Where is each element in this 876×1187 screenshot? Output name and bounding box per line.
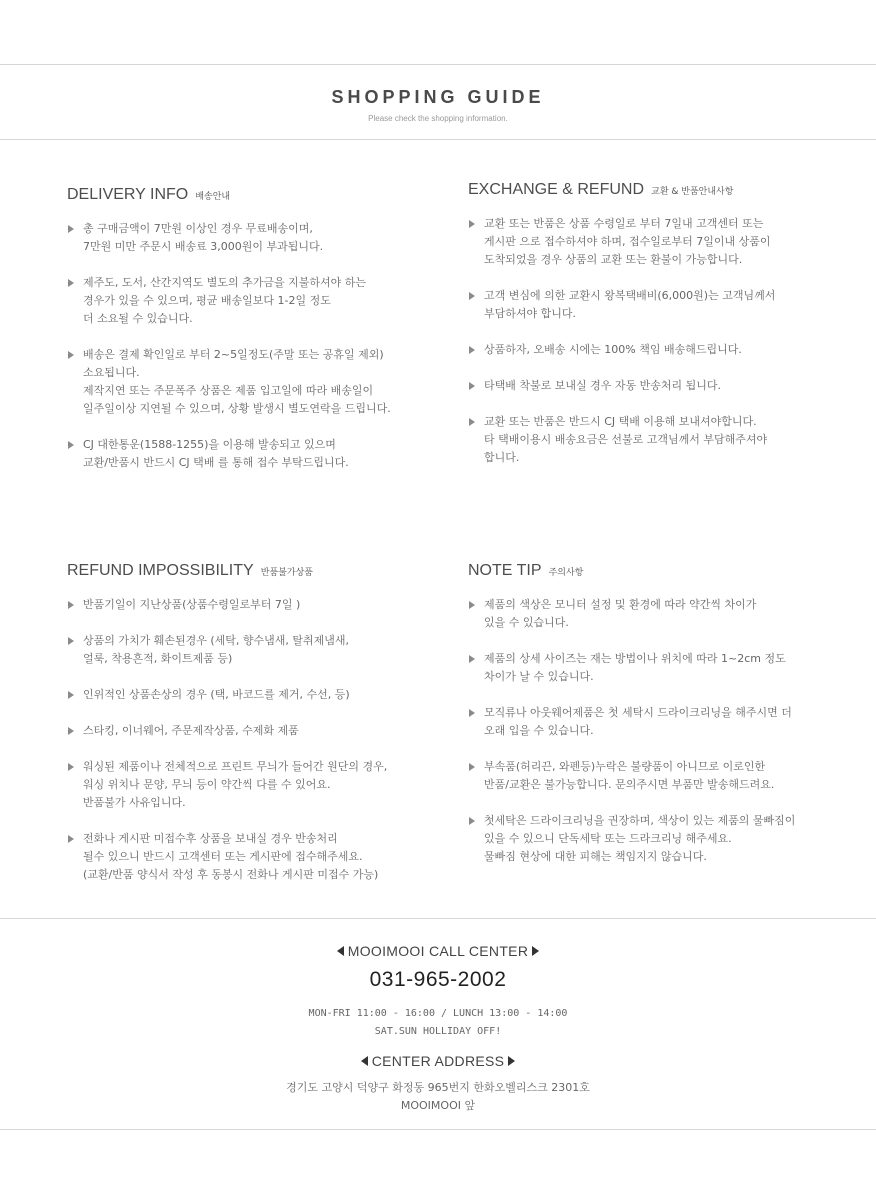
list-item-line: 도착되었을 경우 상품의 교환 또는 환불이 가능합니다. xyxy=(484,253,743,266)
list-item-line: 첫세탁은 드라이크리닝을 권장하며, 색상이 있는 제품의 물빠짐이 xyxy=(484,814,796,827)
section-heading xyxy=(67,560,457,580)
list-item-line: 교환/반품시 반드시 CJ 택배 를 통해 접수 부탁드립니다. xyxy=(83,456,349,469)
center-address-heading xyxy=(0,1053,876,1069)
list-item xyxy=(67,346,457,418)
list-item-line: 합니다. xyxy=(484,451,520,464)
arrow-right-icon xyxy=(508,1056,515,1066)
list-item-line: 교환 또는 반품은 상품 수령일로 부터 7일내 고객센터 또는 xyxy=(484,217,764,230)
arrow-right-icon xyxy=(532,946,539,956)
list-item-line: 고객 변심에 의한 교환시 왕복택배비(6,000원)는 고객님께서 xyxy=(484,289,776,302)
list-item-line: 모직류나 아웃웨어제품은 첫 세탁시 드라이크리닝을 해주시면 더 xyxy=(484,706,792,719)
list-item-line: 워싱 위치나 문양, 무늬 등이 약간씩 다를 수 있어요. xyxy=(83,778,331,791)
list-item-line: 타 택배이용시 배송요금은 선불로 고객님께서 부담해주셔야 xyxy=(484,433,768,446)
section-title: NOTE TIP xyxy=(468,562,542,579)
delivery-info-section xyxy=(67,184,457,472)
list-item xyxy=(468,758,858,794)
refund-impossibility-section xyxy=(67,560,457,884)
address-line-2: MOOIMOOI 앞 xyxy=(400,1099,476,1112)
list-item xyxy=(67,722,457,740)
list-item-line: 제작지연 또는 주문폭주 상품은 제품 입고일에 따라 배송일이 xyxy=(83,384,374,397)
note-list xyxy=(468,596,858,866)
top-divider xyxy=(0,64,876,65)
call-center-heading xyxy=(0,943,876,959)
list-item-line: 오래 입을 수 있습니다. xyxy=(484,724,594,737)
list-item-line: 될수 있으니 반드시 고객센터 또는 게시판에 접수해주세요. xyxy=(83,850,363,863)
list-item xyxy=(468,812,858,866)
exchange-list xyxy=(468,215,858,467)
address-line-1: 경기도 고양시 덕양구 화정동 965번지 한화오벨리스크 2301호 xyxy=(286,1081,590,1094)
list-item-line: 있을 수 있으니 단독세탁 또는 드라크리닝 해주세요. xyxy=(484,832,732,845)
list-item-line: 있을 수 있습니다. xyxy=(484,616,569,629)
header-divider xyxy=(0,139,876,140)
section-heading xyxy=(468,179,858,199)
list-item xyxy=(468,413,858,467)
list-item-line: 부담하셔야 합니다. xyxy=(484,307,577,320)
arrow-left-icon xyxy=(337,946,344,956)
list-item-line: 제주도, 도서, 산간지역도 별도의 추가금을 지불하셔야 하는 xyxy=(83,276,366,289)
list-item xyxy=(67,632,457,668)
call-center-hours: MON-FRI 11:00 - 16:00 / LUNCH 13:00 - 14:00 xyxy=(308,1008,568,1019)
list-item-line: 제품의 색상은 모니터 설정 및 환경에 따라 약간씩 차이가 xyxy=(484,598,757,611)
list-item xyxy=(468,596,858,632)
list-item xyxy=(67,830,457,884)
list-item xyxy=(67,596,457,614)
call-center-label: MOOIMOOI CALL CENTER xyxy=(347,943,529,959)
section-subtitle: 주의사항 xyxy=(548,568,584,578)
list-item xyxy=(67,220,457,256)
list-item xyxy=(67,436,457,472)
list-item xyxy=(468,341,858,359)
list-item-line: 반품/교환은 불가능합니다. 문의주시면 부품만 발송해드려요. xyxy=(484,778,775,791)
list-item-line: 경우가 있을 수 있으며, 평균 배송일보다 1-2일 정도 xyxy=(83,294,331,307)
page-title: SHOPPING GUIDE xyxy=(331,87,545,107)
list-item xyxy=(468,650,858,686)
list-item-line: CJ 대한통운(1588-1255)을 이용해 발송되고 있으며 xyxy=(83,438,336,451)
section-heading xyxy=(468,560,858,580)
list-item-line: 배송은 결제 확인일로 부터 2~5일정도(주말 또는 공휴일 제외) xyxy=(83,348,384,361)
list-item-line: 교환 또는 반품은 반드시 CJ 택배 이용해 보내셔야합니다. xyxy=(484,415,757,428)
list-item-line: 게시판 으로 접수하셔야 하며, 접수일로부터 7일이내 상품이 xyxy=(484,235,771,248)
arrow-left-icon xyxy=(361,1056,368,1066)
list-item-line: 인위적인 상품손상의 경우 (택, 바코드를 제거, 수선, 등) xyxy=(83,688,350,701)
list-item-line: 반품불가 사유입니다. xyxy=(83,796,186,809)
section-title: EXCHANGE & REFUND xyxy=(468,181,645,198)
list-item-line: 물빠짐 현상에 대한 피해는 책임지지 않습니다. xyxy=(484,850,707,863)
list-item xyxy=(67,686,457,704)
list-item-line: 제품의 상세 사이즈는 재는 방법이나 위치에 따라 1~2cm 정도 xyxy=(484,652,786,665)
list-item-line: 상품하자, 오배송 시에는 100% 책임 배송해드립니다. xyxy=(484,343,742,356)
section-title: DELIVERY INFO xyxy=(67,186,189,203)
bottom-divider xyxy=(0,1129,876,1130)
list-item xyxy=(468,377,858,395)
list-item-line: 소요됩니다. xyxy=(83,366,140,379)
footer-divider xyxy=(0,918,876,919)
exchange-refund-section xyxy=(468,179,858,467)
section-subtitle: 교환 & 반품안내사항 xyxy=(651,187,734,197)
call-center-phone[interactable]: 031-965-2002 xyxy=(369,968,507,991)
list-item-line: 워싱된 제품이나 전체적으로 프린트 무늬가 들어간 원단의 경우, xyxy=(83,760,388,773)
center-address-label: CENTER ADDRESS xyxy=(371,1053,505,1069)
list-item-line: 총 구매금액이 7만원 이상인 경우 무료배송이며, xyxy=(83,222,313,235)
call-center-holiday: SAT.SUN HOLLIDAY OFF! xyxy=(374,1026,502,1037)
section-heading xyxy=(67,184,457,204)
list-item xyxy=(468,215,858,269)
list-item-line: 부속품(허리끈, 와펜등)누락은 불량품이 아니므로 이로인한 xyxy=(484,760,766,773)
list-item-line: 스타킹, 이너웨어, 주문제작상품, 수제화 제품 xyxy=(83,724,299,737)
list-item-line: 반품기일이 지난상품(상품수령일로부터 7일 ) xyxy=(83,598,301,611)
list-item-line: 차이가 날 수 있습니다. xyxy=(484,670,594,683)
list-item xyxy=(468,704,858,740)
list-item xyxy=(67,758,457,812)
list-item-line: 상품의 가치가 훼손된경우 (세탁, 향수냄새, 탈취제냄새, xyxy=(83,634,350,647)
list-item-line: 타택배 착불로 보내실 경우 자동 반송처리 됩니다. xyxy=(484,379,721,392)
page-subtitle: Please check the shopping information. xyxy=(368,114,508,123)
list-item-line: 얼룩, 착용흔적, 화이트제품 등) xyxy=(83,652,233,665)
list-item-line: 일주일이상 지연될 수 있으며, 상황 발생시 별도연락을 드립니다. xyxy=(83,402,391,415)
list-item-line: 전화나 게시판 미접수후 상품을 보내실 경우 반송처리 xyxy=(83,832,338,845)
refund-impossible-list xyxy=(67,596,457,884)
section-subtitle: 배송안내 xyxy=(195,192,231,202)
section-title: REFUND IMPOSSIBILITY xyxy=(67,562,254,579)
list-item xyxy=(468,287,858,323)
list-item-line: 7만원 미만 주문시 배송료 3,000원이 부과됩니다. xyxy=(83,240,324,253)
section-subtitle: 반품불가상품 xyxy=(260,568,313,578)
delivery-list xyxy=(67,220,457,472)
note-tip-section xyxy=(468,560,858,866)
list-item xyxy=(67,274,457,328)
list-item-line: 더 소요될 수 있습니다. xyxy=(83,312,193,325)
list-item-line: (교환/반품 양식서 작성 후 동봉시 전화나 게시판 미접수 가능) xyxy=(83,868,379,881)
